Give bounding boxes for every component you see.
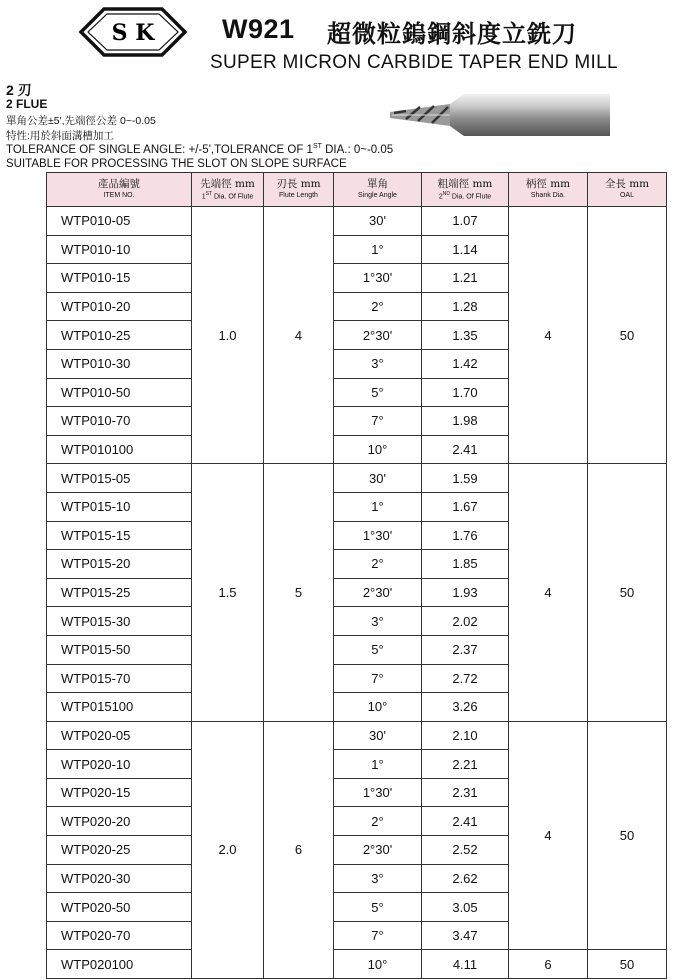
table-row xyxy=(47,721,667,750)
shank-dia-cell: 6 xyxy=(509,950,588,979)
second-dia-cell: 3.05 xyxy=(422,893,509,922)
second-dia-cell: 1.42 xyxy=(422,349,509,378)
flute-length-cell: 6 xyxy=(264,721,334,978)
shank-dia-cell: 4 xyxy=(509,207,588,464)
flute-length-cell: 5 xyxy=(264,464,334,721)
item-no-cell: WTP015-20 xyxy=(47,550,192,579)
angle-cell: 2° xyxy=(334,807,422,836)
second-dia-cell: 2.02 xyxy=(422,607,509,636)
angle-cell: 1° xyxy=(334,235,422,264)
angle-cell: 30' xyxy=(334,464,422,493)
flute-count-english: 2 FLUE xyxy=(6,97,48,111)
angle-cell: 1° xyxy=(334,750,422,779)
second-dia-cell: 2.10 xyxy=(422,721,509,750)
shank-dia-cell: 4 xyxy=(509,721,588,950)
item-no-cell: WTP020-10 xyxy=(47,750,192,779)
second-dia-cell: 3.47 xyxy=(422,921,509,950)
item-no-cell: WTP020-70 xyxy=(47,921,192,950)
item-no-cell: WTP015-50 xyxy=(47,635,192,664)
svg-text:S K: S K xyxy=(111,20,155,46)
angle-cell: 7° xyxy=(334,921,422,950)
second-dia-cell: 1.70 xyxy=(422,378,509,407)
suitable-english: SUITABLE FOR PROCESSING THE SLOT ON SLOPE SURFACE xyxy=(6,158,347,170)
feature-chinese: 特性:用於斜面溝槽加工 xyxy=(6,130,114,142)
item-no-cell: WTP020-25 xyxy=(47,836,192,865)
header-flute-length: 刃長 mm Flute Length xyxy=(264,173,334,207)
angle-cell: 10° xyxy=(334,435,422,464)
item-no-cell: WTP010-05 xyxy=(47,207,192,236)
item-no-cell: WTP010-20 xyxy=(47,292,192,321)
second-dia-cell: 1.67 xyxy=(422,492,509,521)
angle-cell: 2°30' xyxy=(334,836,422,865)
item-no-cell: WTP020-15 xyxy=(47,778,192,807)
second-dia-cell: 2.31 xyxy=(422,778,509,807)
angle-cell: 7° xyxy=(334,407,422,436)
angle-cell: 10° xyxy=(334,950,422,979)
second-dia-cell: 1.14 xyxy=(422,235,509,264)
flute-length-cell: 4 xyxy=(264,207,334,464)
item-no-cell: WTP010-10 xyxy=(47,235,192,264)
oal-cell: 50 xyxy=(588,207,667,464)
sk-logo xyxy=(78,6,188,58)
table-body xyxy=(47,207,667,979)
header-oal: 全長 mm OAL xyxy=(588,173,667,207)
item-no-cell: WTP010-70 xyxy=(47,407,192,436)
angle-cell: 2° xyxy=(334,550,422,579)
flute-count-chinese: 2 刃 xyxy=(6,82,32,98)
second-dia-cell: 2.41 xyxy=(422,435,509,464)
header-first-dia: 先端徑 mm 1ST Dia. Of Flute xyxy=(192,173,264,207)
item-no-cell: WTP020-30 xyxy=(47,864,192,893)
angle-cell: 2° xyxy=(334,292,422,321)
first-dia-cell: 1.0 xyxy=(192,207,264,464)
second-dia-cell: 1.35 xyxy=(422,321,509,350)
angle-cell: 1°30' xyxy=(334,264,422,293)
shank-dia-cell: 4 xyxy=(509,464,588,721)
second-dia-cell: 1.59 xyxy=(422,464,509,493)
second-dia-cell: 2.21 xyxy=(422,750,509,779)
angle-cell: 5° xyxy=(334,635,422,664)
table-row xyxy=(47,207,667,236)
item-no-cell: WTP010-25 xyxy=(47,321,192,350)
title-chinese: 超微粒鎢鋼斜度立銑刀 xyxy=(327,19,577,48)
oal-cell: 50 xyxy=(588,464,667,721)
second-dia-cell: 2.37 xyxy=(422,635,509,664)
second-dia-cell: 1.98 xyxy=(422,407,509,436)
item-no-cell: WTP010-50 xyxy=(47,378,192,407)
angle-cell: 3° xyxy=(334,607,422,636)
angle-cell: 30' xyxy=(334,207,422,236)
second-dia-cell: 1.21 xyxy=(422,264,509,293)
angle-cell: 2°30' xyxy=(334,321,422,350)
item-no-cell: WTP015100 xyxy=(47,693,192,722)
model-number: W921 xyxy=(222,14,295,44)
second-dia-cell: 1.85 xyxy=(422,550,509,579)
item-no-cell: WTP010-30 xyxy=(47,349,192,378)
angle-cell: 1°30' xyxy=(334,521,422,550)
second-dia-cell: 3.26 xyxy=(422,693,509,722)
item-no-cell: WTP010-15 xyxy=(47,264,192,293)
angle-cell: 7° xyxy=(334,664,422,693)
item-no-cell: WTP015-70 xyxy=(47,664,192,693)
second-dia-cell: 4.11 xyxy=(422,950,509,979)
item-no-cell: WTP015-05 xyxy=(47,464,192,493)
item-no-cell: WTP015-25 xyxy=(47,578,192,607)
table-row xyxy=(47,950,667,979)
second-dia-cell: 2.62 xyxy=(422,864,509,893)
title-english: SUPER MICRON CARBIDE TAPER END MILL xyxy=(210,52,618,73)
item-no-cell: WTP015-30 xyxy=(47,607,192,636)
second-dia-cell: 2.72 xyxy=(422,664,509,693)
taper-end-mill-image xyxy=(388,92,612,138)
angle-cell: 5° xyxy=(334,893,422,922)
oal-cell: 50 xyxy=(588,721,667,950)
second-dia-cell: 1.76 xyxy=(422,521,509,550)
item-no-cell: WTP015-10 xyxy=(47,492,192,521)
spec-table xyxy=(46,172,667,979)
header-second-dia: 粗端徑 mm 2ND Dia. Of Flute xyxy=(422,173,509,207)
angle-cell: 2°30' xyxy=(334,578,422,607)
second-dia-cell: 2.52 xyxy=(422,836,509,865)
second-dia-cell: 1.28 xyxy=(422,292,509,321)
first-dia-cell: 2.0 xyxy=(192,721,264,978)
second-dia-cell: 2.41 xyxy=(422,807,509,836)
header-shank-dia: 柄徑 mm Shank Dia. xyxy=(509,173,588,207)
second-dia-cell: 1.07 xyxy=(422,207,509,236)
angle-cell: 30' xyxy=(334,721,422,750)
angle-cell: 5° xyxy=(334,378,422,407)
angle-cell: 3° xyxy=(334,864,422,893)
first-dia-cell: 1.5 xyxy=(192,464,264,721)
item-no-cell: WTP020-20 xyxy=(47,807,192,836)
header-single-angle: 單角 Single Angle xyxy=(334,173,422,207)
item-no-cell: WTP010100 xyxy=(47,435,192,464)
table-row xyxy=(47,464,667,493)
header-item-no: 產品編號 ITEM NO. xyxy=(47,173,192,207)
oal-cell: 50 xyxy=(588,950,667,979)
item-no-cell: WTP020-50 xyxy=(47,893,192,922)
angle-cell: 10° xyxy=(334,693,422,722)
item-no-cell: WTP020-05 xyxy=(47,721,192,750)
table-header-row xyxy=(47,173,667,207)
tolerance-chinese: 單角公差±5',先端徑公差 0~-0.05 xyxy=(6,115,156,127)
angle-cell: 1°30' xyxy=(334,778,422,807)
angle-cell: 1° xyxy=(334,492,422,521)
second-dia-cell: 1.93 xyxy=(422,578,509,607)
tolerance-english: TOLERANCE OF SINGLE ANGLE: +/-5',TOLERANCE OF 1ST DIA.: 0~-0.05 xyxy=(6,143,394,156)
angle-cell: 3° xyxy=(334,349,422,378)
item-no-cell: WTP015-15 xyxy=(47,521,192,550)
item-no-cell: WTP020100 xyxy=(47,950,192,979)
